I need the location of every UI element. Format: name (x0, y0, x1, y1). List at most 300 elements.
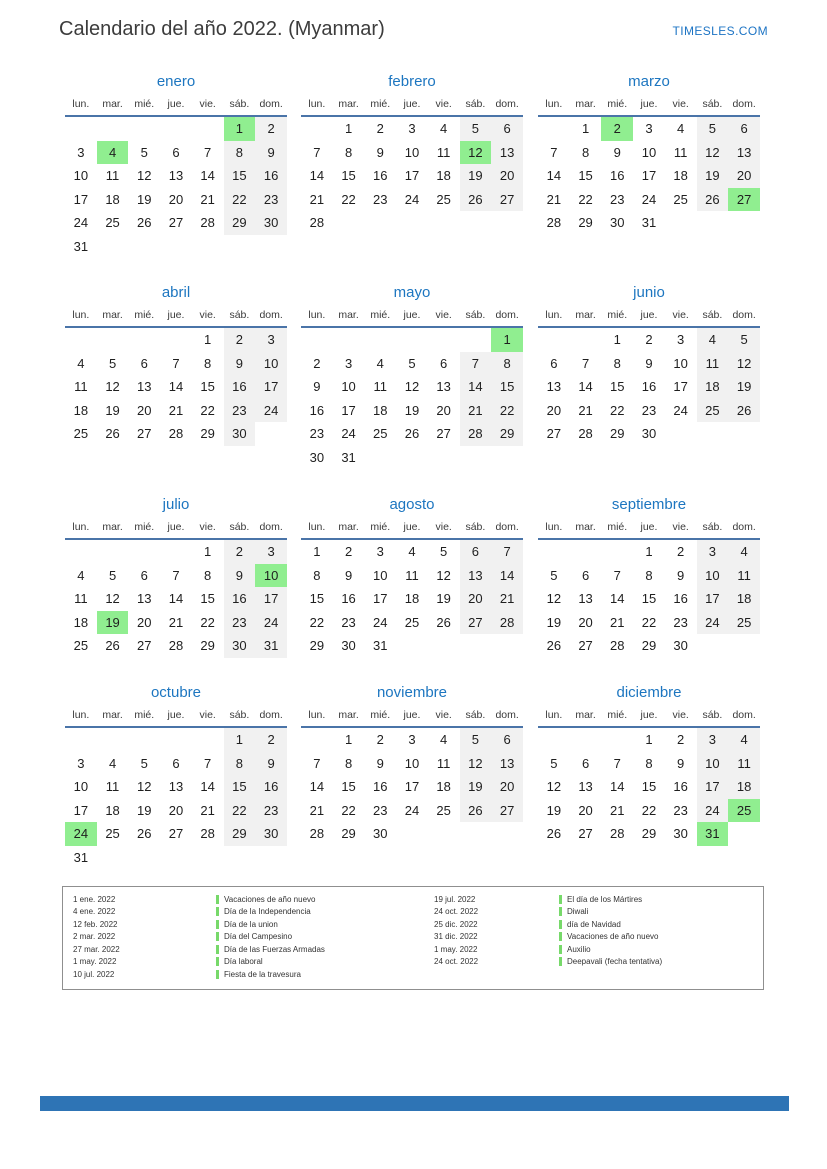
week-row (301, 799, 523, 823)
day-cell: 18 (105, 802, 120, 818)
day-cell: 22 (224, 799, 256, 823)
legend-item (73, 943, 325, 956)
week-row (301, 634, 523, 658)
day-cell: 11 (105, 168, 120, 184)
week-row (65, 846, 287, 870)
day-cell: 6 (581, 567, 590, 583)
day-cell: 20 (491, 164, 523, 188)
day-cell: 14 (309, 168, 325, 184)
month-table (301, 707, 523, 846)
day-cell: 16 (673, 591, 688, 607)
holiday-label: El día de los Mártires (567, 894, 643, 904)
legend-item (434, 893, 662, 906)
month-table (538, 519, 760, 658)
empty-cell (538, 327, 570, 352)
day-cell: 19 (105, 402, 120, 418)
holiday-date: 1 ene. 2022 (73, 894, 116, 904)
week-row (301, 164, 523, 188)
holiday-color-bar (559, 920, 562, 929)
day-cell: 22 (224, 188, 256, 212)
week-row (538, 211, 760, 235)
day-cell: 19 (137, 191, 152, 207)
week-row (301, 539, 523, 564)
weekday-header: mié. (128, 519, 160, 539)
week-row (65, 564, 287, 588)
day-cell: 7 (460, 352, 492, 376)
day-cell: 21 (491, 587, 523, 611)
month-title[interactable]: octubre (150, 684, 202, 701)
day-cell: 29 (491, 422, 523, 446)
day-cell: 18 (728, 775, 760, 799)
empty-cell (128, 846, 160, 870)
empty-cell (192, 846, 224, 870)
weekday-header: mar. (570, 307, 602, 327)
day-cell: 24 (65, 822, 97, 846)
day-cell: 18 (404, 591, 420, 607)
day-cell: 11 (405, 567, 419, 583)
week-row (301, 727, 523, 752)
weekday-header: mar. (97, 707, 129, 727)
day-cell: 7 (581, 355, 590, 371)
day-cell: 13 (546, 379, 562, 395)
week-row (538, 727, 760, 752)
day-cell: 10 (404, 144, 420, 160)
day-cell: 19 (460, 164, 492, 188)
week-row (65, 799, 287, 823)
empty-cell (396, 822, 428, 846)
day-cell: 14 (168, 591, 184, 607)
empty-cell (697, 422, 729, 446)
day-cell: 22 (200, 402, 215, 418)
day-cell: 21 (200, 191, 215, 207)
day-cell: 24 (373, 614, 388, 630)
empty-cell (396, 211, 428, 235)
month-table (301, 519, 523, 658)
day-cell: 2 (344, 544, 353, 560)
weekday-header: lun. (301, 307, 333, 327)
empty-cell (364, 446, 396, 470)
holiday-label: Día de la union (224, 919, 278, 929)
empty-cell (224, 235, 256, 259)
day-cell: 3 (376, 544, 384, 560)
week-row (538, 375, 760, 399)
month-table (301, 307, 523, 469)
empty-cell (460, 327, 492, 352)
month-title[interactable]: mayo (393, 284, 431, 301)
day-cell: 13 (137, 379, 152, 395)
weekday-header: dom. (728, 96, 760, 116)
day-cell: 27 (546, 426, 562, 442)
empty-cell (97, 116, 129, 141)
month-title[interactable]: febrero (388, 73, 436, 90)
day-cell: 29 (224, 211, 256, 235)
page-title: Calendario del año 2022. (Myanmar) (59, 18, 385, 40)
week-row (301, 775, 523, 799)
week-row (65, 611, 287, 635)
weekday-header: vie. (192, 96, 224, 116)
weekday-header: vie. (665, 707, 697, 727)
day-cell: 27 (578, 826, 593, 842)
month-febrero (301, 73, 523, 235)
weekday-header: jue. (396, 519, 428, 539)
day-cell: 15 (309, 591, 325, 607)
weekday-header: jue. (396, 96, 428, 116)
day-cell: 25 (697, 399, 729, 423)
empty-cell (97, 327, 129, 352)
day-cell: 17 (255, 375, 287, 399)
day-cell: 9 (613, 144, 621, 160)
day-cell: 19 (460, 775, 492, 799)
day-cell: 26 (137, 826, 152, 842)
day-cell: 13 (460, 564, 492, 588)
empty-cell (97, 727, 129, 752)
month-title[interactable]: septiembre (611, 496, 687, 513)
weekday-header: sáb. (224, 707, 256, 727)
day-cell: 14 (200, 779, 215, 795)
day-cell: 9 (376, 755, 384, 771)
day-cell: 14 (610, 779, 625, 795)
month-title[interactable]: marzo (628, 73, 670, 90)
day-cell: 18 (673, 168, 688, 184)
weekday-header: vie. (428, 707, 460, 727)
empty-cell (160, 727, 192, 752)
day-cell: 9 (313, 379, 321, 395)
day-cell: 23 (373, 191, 388, 207)
week-row (301, 587, 523, 611)
week-row (538, 587, 760, 611)
day-cell: 18 (105, 191, 120, 207)
day-cell: 11 (436, 755, 451, 771)
day-cell: 16 (341, 591, 356, 607)
week-row (65, 634, 287, 658)
day-cell: 17 (673, 379, 688, 395)
weekday-header: dom. (491, 96, 523, 116)
empty-cell (728, 822, 760, 846)
day-cell: 1 (204, 332, 212, 348)
day-cell: 2 (224, 327, 256, 352)
day-cell: 20 (137, 614, 152, 630)
empty-cell (160, 235, 192, 259)
week-row (301, 375, 523, 399)
empty-cell (665, 211, 697, 235)
day-cell: 18 (436, 168, 451, 184)
empty-cell (160, 327, 192, 352)
day-cell: 9 (255, 141, 287, 165)
day-cell: 29 (309, 638, 325, 654)
day-cell: 15 (200, 591, 215, 607)
day-cell: 4 (77, 567, 85, 583)
day-cell: 27 (491, 188, 523, 212)
week-row (301, 399, 523, 423)
day-cell: 13 (578, 779, 593, 795)
day-cell: 13 (491, 752, 523, 776)
day-cell: 2 (376, 121, 384, 137)
day-cell: 18 (728, 587, 760, 611)
day-cell: 15 (491, 375, 523, 399)
month-table (538, 307, 760, 446)
empty-cell (128, 235, 160, 259)
day-cell: 26 (105, 426, 120, 442)
day-cell: 4 (677, 121, 685, 137)
day-cell: 1 (645, 544, 653, 560)
empty-cell (428, 327, 460, 352)
weekday-header: dom. (255, 707, 287, 727)
weekday-header: dom. (491, 307, 523, 327)
month-title[interactable]: abril (161, 284, 191, 301)
week-row (65, 775, 287, 799)
day-cell: 16 (309, 402, 325, 418)
weekday-header: mié. (364, 707, 396, 727)
day-cell: 4 (440, 121, 448, 137)
holiday-date: 25 dic. 2022 (434, 919, 478, 929)
day-cell: 3 (255, 539, 287, 564)
empty-cell (396, 327, 428, 352)
week-row (538, 775, 760, 799)
holiday-date: 24 oct. 2022 (434, 907, 479, 917)
day-cell: 11 (728, 752, 760, 776)
day-cell: 1 (491, 327, 523, 352)
weekday-header: mié. (601, 519, 633, 539)
day-cell: 8 (491, 352, 523, 376)
weekday-header: jue. (396, 707, 428, 727)
day-cell: 11 (436, 144, 451, 160)
day-cell: 4 (376, 355, 384, 371)
day-cell: 27 (168, 826, 184, 842)
day-cell: 25 (436, 802, 451, 818)
day-cell: 15 (578, 168, 593, 184)
weekday-header: sáb. (224, 307, 256, 327)
month-title[interactable]: agosto (389, 496, 435, 513)
day-cell: 27 (436, 426, 451, 442)
day-cell: 15 (224, 775, 256, 799)
weekday-header: sáb. (697, 707, 729, 727)
holiday-color-bar (216, 945, 219, 954)
weekday-header: dom. (255, 307, 287, 327)
day-cell: 21 (309, 802, 325, 818)
day-cell: 9 (677, 567, 685, 583)
empty-cell (192, 727, 224, 752)
holiday-date: 4 ene. 2022 (73, 907, 116, 917)
month-title[interactable]: junio (633, 284, 665, 301)
weekday-header: lun. (538, 307, 570, 327)
month-title[interactable]: diciembre (616, 684, 682, 701)
holiday-color-bar (559, 907, 562, 916)
day-cell: 30 (641, 426, 657, 442)
weekday-header: vie. (192, 707, 224, 727)
weekday-header: vie. (665, 519, 697, 539)
day-cell: 7 (172, 355, 180, 371)
month-title[interactable]: enero (156, 73, 196, 90)
day-cell: 8 (344, 144, 353, 160)
month-table (65, 519, 287, 658)
day-cell: 6 (440, 355, 448, 371)
day-cell: 17 (373, 591, 388, 607)
empty-cell (728, 211, 760, 235)
day-cell: 28 (168, 426, 184, 442)
day-cell: 30 (373, 826, 388, 842)
day-cell: 24 (404, 191, 420, 207)
empty-cell (428, 446, 460, 470)
day-cell: 8 (645, 755, 653, 771)
day-cell: 22 (309, 614, 325, 630)
empty-cell (364, 327, 396, 352)
holiday-color-bar (216, 895, 219, 904)
day-cell: 13 (168, 168, 184, 184)
day-cell: 18 (73, 614, 89, 630)
week-row (65, 822, 287, 846)
day-cell: 11 (373, 379, 387, 395)
weekday-header: mié. (364, 519, 396, 539)
day-cell: 28 (200, 826, 215, 842)
empty-cell (255, 846, 287, 870)
day-cell: 27 (460, 611, 492, 635)
weekday-header: lun. (65, 707, 97, 727)
day-cell: 19 (436, 591, 451, 607)
week-row (538, 116, 760, 141)
day-cell: 10 (641, 144, 657, 160)
weekday-header: vie. (192, 519, 224, 539)
day-cell: 3 (677, 332, 685, 348)
day-cell: 21 (546, 191, 562, 207)
weekday-header: mié. (364, 307, 396, 327)
weekday-header: mar. (570, 707, 602, 727)
day-cell: 15 (224, 164, 256, 188)
day-cell: 13 (137, 591, 152, 607)
day-cell: 24 (697, 611, 729, 635)
day-cell: 5 (408, 355, 416, 371)
weekday-header: mié. (601, 307, 633, 327)
day-cell: 23 (373, 802, 388, 818)
day-cell: 30 (673, 826, 688, 842)
weekday-header: lun. (538, 707, 570, 727)
day-cell: 23 (610, 191, 625, 207)
day-cell: 25 (436, 191, 451, 207)
week-row (65, 188, 287, 212)
day-cell: 20 (436, 402, 451, 418)
day-cell: 3 (77, 144, 85, 160)
weekday-header: mar. (333, 519, 365, 539)
empty-cell (301, 727, 333, 752)
holiday-label: Día de la Independencia (224, 907, 311, 917)
day-cell: 5 (108, 567, 117, 583)
day-cell: 12 (697, 141, 729, 165)
weekday-header: dom. (255, 519, 287, 539)
day-cell: 9 (344, 567, 353, 583)
holiday-color-bar (216, 920, 219, 929)
day-cell: 30 (224, 634, 256, 658)
day-cell: 5 (728, 327, 760, 352)
day-cell: 4 (728, 727, 760, 752)
day-cell: 23 (673, 802, 688, 818)
day-cell: 31 (255, 634, 287, 658)
day-cell: 1 (344, 732, 353, 748)
week-row (538, 399, 760, 423)
day-cell: 29 (200, 638, 215, 654)
weekday-header: dom. (728, 307, 760, 327)
empty-cell (570, 727, 602, 752)
day-cell: 29 (341, 826, 356, 842)
day-cell: 2 (677, 544, 685, 560)
empty-cell (192, 235, 224, 259)
empty-cell (396, 634, 428, 658)
weekday-header: lun. (65, 307, 97, 327)
legend-item (73, 893, 325, 906)
weekday-header: jue. (160, 307, 192, 327)
day-cell: 21 (200, 802, 215, 818)
day-cell: 12 (546, 779, 562, 795)
day-cell: 12 (137, 779, 152, 795)
week-row (65, 164, 287, 188)
month-diciembre (538, 684, 760, 846)
weekday-header: jue. (633, 519, 665, 539)
day-cell: 5 (460, 116, 492, 141)
holiday-label: Vacaciones de año nuevo (567, 932, 659, 942)
weekday-header: vie. (665, 307, 697, 327)
month-table (65, 96, 287, 258)
day-cell: 26 (105, 638, 120, 654)
empty-cell (128, 116, 160, 141)
day-cell: 5 (550, 755, 558, 771)
weekday-header: mar. (570, 519, 602, 539)
week-row (301, 141, 523, 165)
weekday-header: vie. (192, 307, 224, 327)
holiday-date: 10 jul. 2022 (73, 969, 115, 979)
holiday-label: Auxilio (567, 944, 591, 954)
empty-cell (538, 539, 570, 564)
day-cell: 10 (404, 755, 420, 771)
holiday-label: Fiesta de la travesura (224, 969, 301, 979)
week-row (65, 235, 287, 259)
legend-item (434, 956, 662, 969)
day-cell: 16 (224, 375, 256, 399)
day-cell: 28 (168, 638, 184, 654)
empty-cell (301, 327, 333, 352)
month-marzo (538, 73, 760, 235)
day-cell: 28 (200, 215, 215, 231)
day-cell: 3 (77, 755, 85, 771)
month-enero (65, 73, 287, 258)
day-cell: 21 (168, 402, 184, 418)
holiday-date: 2 mar. 2022 (73, 932, 116, 942)
empty-cell (97, 235, 129, 259)
day-cell: 25 (728, 799, 760, 823)
day-cell: 27 (491, 799, 523, 823)
day-cell: 11 (74, 379, 88, 395)
day-cell: 10 (373, 567, 388, 583)
day-cell: 10 (255, 564, 287, 588)
day-cell: 16 (673, 779, 688, 795)
day-cell: 23 (341, 614, 356, 630)
legend-item (434, 906, 662, 919)
weekday-header: vie. (428, 96, 460, 116)
day-cell: 18 (697, 375, 729, 399)
weekday-header: jue. (633, 307, 665, 327)
day-cell: 6 (140, 355, 148, 371)
week-row (301, 446, 523, 470)
day-cell: 10 (73, 779, 89, 795)
day-cell: 19 (97, 611, 129, 635)
legend-item (73, 956, 325, 969)
day-cell: 11 (728, 564, 760, 588)
empty-cell (601, 539, 633, 564)
empty-cell (333, 327, 365, 352)
site-link[interactable]: TIMESLES.COM (672, 24, 768, 38)
day-cell: 23 (309, 426, 325, 442)
day-cell: 17 (341, 402, 356, 418)
month-title[interactable]: noviembre (376, 684, 448, 701)
month-title[interactable]: julio (162, 496, 190, 513)
day-cell: 9 (255, 752, 287, 776)
